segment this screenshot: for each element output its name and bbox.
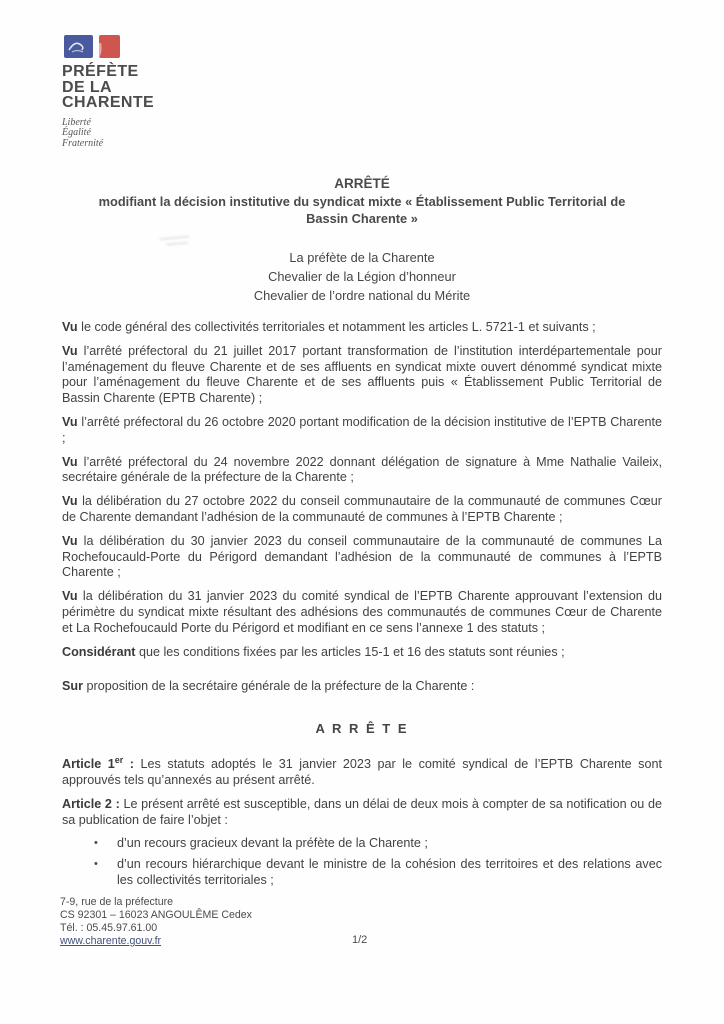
proposition-text: proposition de la secrétaire générale de la préfecture de la Charente : (86, 679, 475, 694)
flag-blue-marianne-icon (64, 35, 93, 58)
signatory-line: Chevalier de la Légion d’honneur (268, 269, 456, 284)
motto-line: Liberté (62, 116, 91, 128)
article-2-lead: Article 2 : (62, 796, 124, 811)
recital-text: la délibération du 27 octobre 2022 du conseil communautaire de la communauté de communes Cœur de Charente demandant l’adhésion de la communauté de communes à l’EPTB Charente ; (62, 494, 662, 524)
article-1-paragraph (62, 754, 662, 789)
flag-red-icon (99, 35, 120, 58)
bullet-icon: • (94, 858, 98, 871)
ordinal-superscript: er (114, 754, 124, 765)
recital-lead: Vu (62, 320, 78, 334)
articles-section (62, 754, 662, 889)
bullet-icon: • (94, 837, 98, 850)
website-link[interactable]: www.charente.gouv.fr (60, 935, 162, 947)
footer-phone: Tél. : 05.45.97.61.00 (60, 922, 158, 934)
recital-paragraph (62, 455, 662, 487)
list-item-text: d’un recours gracieux devant la préfète de la Charente ; (117, 836, 428, 851)
recital-paragraph (62, 415, 662, 447)
recital-lead: Vu (62, 494, 78, 509)
recital-paragraph (62, 534, 662, 581)
document-title-block (62, 176, 662, 227)
document-body (62, 320, 662, 889)
recital-text: l’arrêté préfectoral du 24 novembre 2022 donnant délégation de signature à Mme Nathalie Vaileix, secrétaire générale de la préfecture de la Charente ; (62, 454, 663, 485)
signatory-line: La préfète de la Charente (289, 250, 435, 265)
signatory-line: Chevalier de l’ordre national du Mérite (253, 288, 471, 303)
considerant-lead: Considérant (62, 644, 136, 659)
institution-line: PRÉFÈTE (62, 63, 139, 80)
republic-motto (62, 118, 262, 150)
recital-text: l’arrêté préfectoral du 21 juillet 2017 portant transformation de l’institution interdépartementale pour l’aménagement du fleuve Charente et de ses affluents en syndicat mixte ouvert dénommé syndicat mixte pour l’aménagement du fleuve Charente et de ses affluents puis « Établissement Public Territorial de Bassin Charente (EPTB Charente) ; (62, 343, 663, 406)
considerant-paragraph (62, 645, 662, 661)
footer-address-line: 7-9, rue de la préfecture (60, 896, 174, 908)
recital-text: la délibération du 30 janvier 2023 du conseil communautaire de la communauté de communes La Rochefoucauld-Porte du Périgord demandant l’adhésion de la communauté de communes à l’EPTB Charente ; (62, 533, 663, 580)
recital-paragraph (62, 344, 662, 407)
recital-lead: Vu (62, 343, 78, 358)
recital-text: la délibération du 31 janvier 2023 du comité syndical de l’EPTB Charente approuvant l’extension du périmètre du syndicat mixte résultant des adhésions des communautés de communes Cœur de Charente et La Rochefoucauld Porte du Périgord et modifiant en ce sens l’annexe 1 des statuts ; (62, 589, 662, 635)
government-header (62, 35, 262, 149)
prefecture-footer (60, 896, 252, 948)
french-government-logo (64, 35, 262, 58)
recital-paragraph (62, 589, 662, 636)
arrete-heading: A R R Ê T E (315, 721, 409, 737)
institution-line: DE LA (62, 78, 112, 96)
page-number: 1/2 (352, 934, 368, 946)
recital-lead: Vu (62, 454, 78, 469)
list-item (94, 857, 662, 889)
proposition-lead: Sur (62, 679, 83, 694)
motto-line: Égalité (62, 127, 91, 138)
motto-line: Fraternité (62, 137, 104, 149)
article-2-paragraph (62, 797, 662, 829)
article-1-lead: Article 1er : (62, 754, 141, 772)
recital-paragraph (62, 494, 662, 526)
recital-lead: Vu (62, 533, 78, 548)
document-title: ARRÊTÉ (334, 176, 390, 191)
recital-text: l’arrêté préfectoral du 26 octobre 2020 portant modification de la décision institutive de l’EPTB Charente ; (62, 414, 663, 445)
recours-list (94, 836, 662, 888)
institution-line: CHARENTE (62, 94, 155, 111)
recital-paragraph (62, 320, 662, 336)
article-2-text: Le présent arrêté est susceptible, dans un délai de deux mois à compter de sa notification ou de sa publication de faire l’objet : (62, 796, 662, 827)
considerant-text: que les conditions fixées par les articles 15-1 et 16 des statuts sont réunies ; (138, 644, 565, 659)
article-1-text: Les statuts adoptés le 31 janvier 2023 par le comité syndical de l’EPTB Charente sont approuvés tels qu’annexés au présent arrêté. (62, 757, 662, 787)
document-subtitle: modifiant la décision institutive du syndicat mixte « Établissement Public Territorial de Bassin Charente » (98, 194, 626, 226)
institution-name (62, 64, 262, 111)
list-item-text: d’un recours hiérarchique devant le ministre de la cohésion des territoires et des relations avec les collectivités territoriales ; (117, 857, 662, 887)
recital-lead: Vu (62, 414, 78, 429)
recital-text: le code général des collectivités territoriales et notamment les articles L. 5721-1 et suivants ; (81, 320, 596, 334)
recital-lead: Vu (62, 589, 78, 604)
proposition-paragraph (62, 679, 662, 695)
list-item (94, 836, 662, 852)
footer-address-line: CS 92301 – 16023 ANGOULÊME Cedex (60, 909, 252, 921)
